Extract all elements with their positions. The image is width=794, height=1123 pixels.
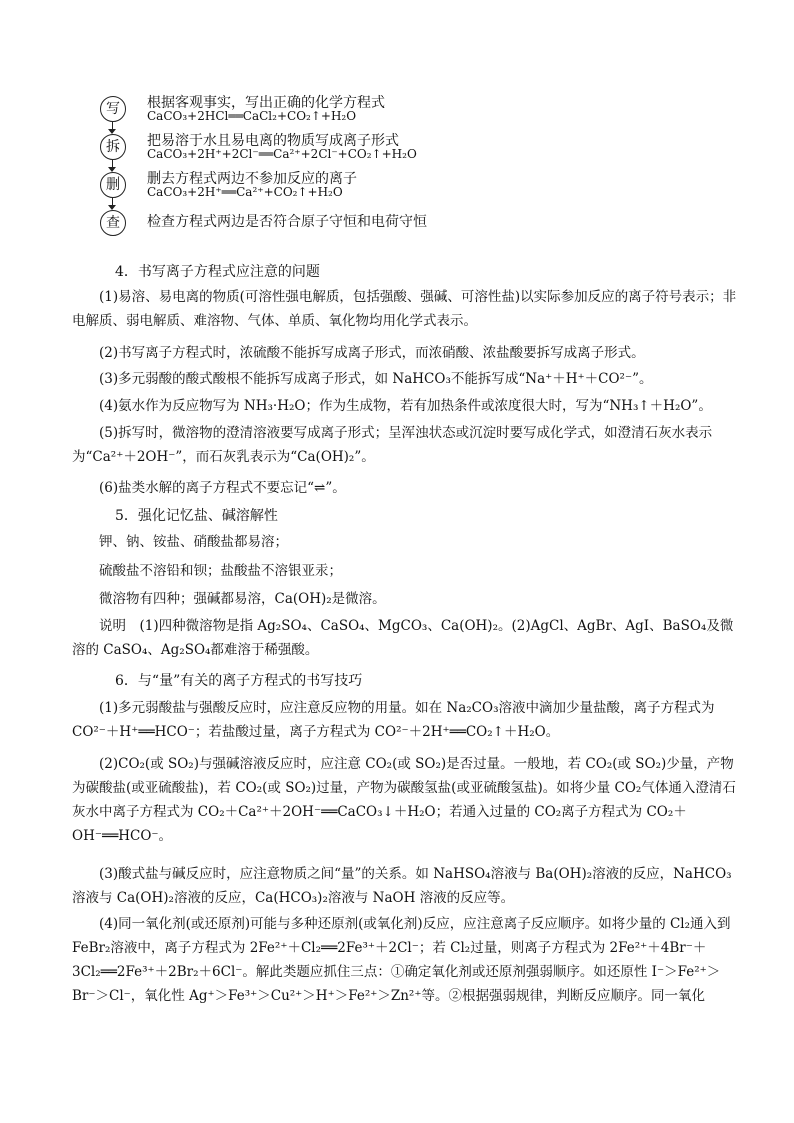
paragraph: (2)书写离子方程式时，浓硫酸不能拆写成离子形式，而浓硝酸、浓盐酸要拆写成离子形式。 [99,345,645,361]
flow-step-delete [100,168,740,198]
down-arrow-icon [112,160,113,168]
step-equation: CaCO₃+2HCl══CaCl₂+CO₂↑+H₂O [147,109,357,123]
section-6-title: 6．与“量”有关的离子方程式的书写技巧 [115,673,363,689]
down-arrow-icon [112,198,113,206]
rhyme-line: 硫酸盐不溶铅和钡；盐酸盐不溶银亚汞； [99,563,342,579]
paragraph: (5)拆写时，微溶物的澄清溶液要写成离子形式；呈浑浊状态或沉淀时要写成化学式，如澄清石灰水表示为“Ca²⁺＋2OH⁻”，而石灰乳表示为“Ca(OH)₂”。 [72,425,713,465]
flow-step-check [100,206,740,236]
paragraph: (1)易溶、易电离的物质(可溶性强电解质，包括强酸、强碱、可溶性盐)以实际参加反应的离子符号表示；非电解质、弱电解质、难溶物、气体、单质、氧化物均用化学式表示。 [72,289,737,329]
paragraph: (3)酸式盐与碱反应时，应注意物质之间“量”的关系。如 NaHSO₄溶液与 Ba(OH)₂溶液的反应，NaHCO₃溶液与 Ca(OH)₂溶液的反应，Ca(HCO₃)₂溶液与 NaOH 溶液的反应等。 [72,866,732,906]
step-title: 把易溶于水且易电离的物质写成离子形式 [147,133,399,149]
paragraph: (2)CO₂(或 SO₂)与强碱溶液反应时，应注意 CO₂(或 SO₂)是否过量。一般地，若 CO₂(或 SO₂)少量，产物为碳酸盐(或亚硫酸盐)，若 CO₂(或 SO₂)过量，产物为碳酸氢盐(或亚硫酸氢盐)。如将少量 CO₂气体通入澄清石灰水中离子方程式为 CO₂＋Ca²⁺＋2OH⁻══CaCO₃↓＋H₂O；若通入过量的 CO₂离子方程式为 CO₂＋OH⁻══HCO⁻。 [72,756,736,844]
flow-step-write [100,92,740,122]
note: 说明 (1)四种微溶物是指 Ag₂SO₄、CaSO₄、MgCO₃、Ca(OH)₂。(2)AgCl、AgBr、AgI、BaSO₄及微溶的 CaSO₄、Ag₂SO₄都难溶于稀强酸。 [72,618,734,658]
paragraph: (3)多元弱酸的酸式酸根不能拆写成离子形式，如 NaHCO₃不能拆写成“Na⁺＋H⁺＋CO²⁻”。 [99,371,653,387]
paragraph: (1)多元弱酸盐与强酸反应时，应注意反应物的用量。如在 Na₂CO₃溶液中滴加少量盐酸，离子方程式为 CO²⁻＋H⁺══HCO⁻；若盐酸过量，离子方程式为 CO²⁻＋2H⁺══CO₂↑＋H₂O。 [72,700,715,740]
rhyme-line: 微溶物有四种；强碱都易溶，Ca(OH)₂是微溶。 [99,591,386,607]
step-equation: CaCO₃+2H⁺══Ca²⁺+CO₂↑+H₂O [147,185,343,199]
flow-step-split [100,130,740,160]
paragraph: (6)盐类水解的离子方程式不要忘记“⇌”。 [99,480,346,496]
step-icon-delete: 删 [100,172,126,198]
section-5-title: 5．强化记忆盐、碱溶解性 [115,508,278,524]
step-icon-write: 写 [100,96,126,122]
rhyme-line: 钾、钠、铵盐、硝酸盐都易溶； [99,534,288,550]
step-title: 根据客观事实，写出正确的化学方程式 [147,95,385,111]
down-arrow-icon [112,122,113,130]
paragraph: (4)同一氧化剂(或还原剂)可能与多种还原剂(或氧化剂)反应，应注意离子反应顺序。如将少量的 Cl₂通入到 FeBr₂溶液中，离子方程式为 2Fe²⁺＋Cl₂══2Fe³⁺＋2Cl⁻；若 Cl₂过量，则离子方程式为 2Fe²⁺＋4Br⁻＋3Cl₂══2Fe³⁺＋2Br₂＋6Cl⁻。解此类题应抓住三点：①确定氧化剂或还原剂强弱顺序。如还原性 I⁻＞Fe²⁺＞Br⁻＞Cl⁻，氧化性 Ag⁺＞Fe³⁺＞Cu²⁺＞H⁺＞Fe²⁺＞Zn²⁺等。②根据强弱规律，判断反应顺序。同一氧化 [72,916,731,1004]
section-4-title: 4．书写离子方程式应注意的问题 [115,264,320,280]
step-title: 检查方程式两边是否符合原子守恒和电荷守恒 [147,214,427,230]
step-equation: CaCO₃+2H⁺+2Cl⁻══Ca²⁺+2Cl⁻+CO₂↑+H₂O [147,147,417,161]
step-title: 删去方程式两边不参加反应的离子 [147,171,357,187]
paragraph: (4)氨水作为反应物写为 NH₃·H₂O；作为生成物，若有加热条件或浓度很大时，写为“NH₃↑＋H₂O”。 [99,398,712,414]
step-icon-split: 拆 [100,134,126,160]
step-icon-check: 查 [100,210,126,236]
ion-equation-flowchart [100,92,740,244]
